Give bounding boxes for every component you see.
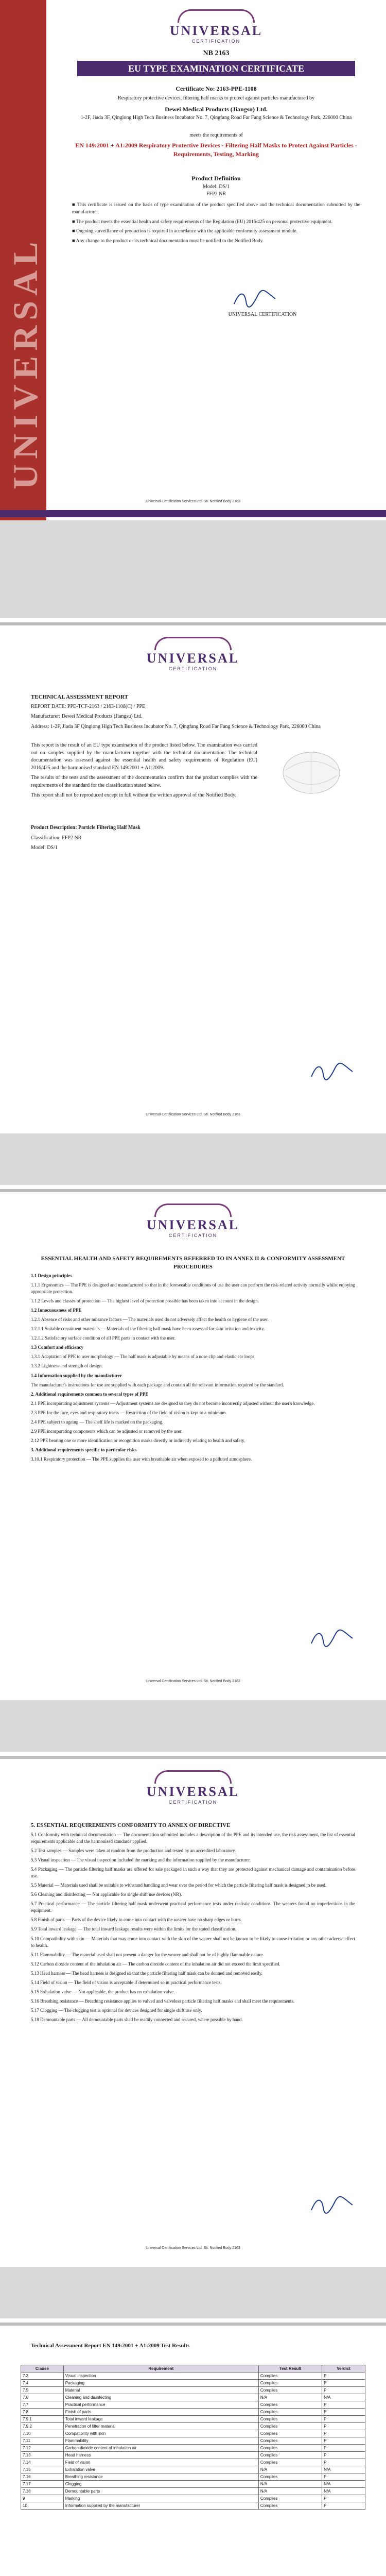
product-class: FFP2 NR (206, 191, 226, 197)
essential-requirements-heading: ESSENTIAL HEALTH AND SAFETY REQUIREMENTS REFERRED TO IN ANNEX II & CONFORMITY ASSESSMENT PROCEDURES (41, 1256, 345, 1270)
brand-logo (46, 9, 386, 44)
report-number: REPORT DATE: PPE-TCF-2163 / 2163-1108(C) / PPE (31, 703, 146, 709)
certificate-number: Certificate No: 2163-PPE-1108 (176, 85, 257, 92)
page-top-edge (0, 2323, 386, 2326)
brand-subtitle: CERTIFICATION (168, 666, 218, 671)
table-header: Verdict (322, 2365, 365, 2372)
table-header: Test Result (258, 2365, 322, 2372)
page-top-edge (0, 1756, 386, 1759)
table-header: Requirement (63, 2365, 258, 2372)
technical-report-page-1 (0, 618, 386, 1133)
table-row: 10 Information supplied by the manufacturer Complies P (21, 2502, 365, 2510)
section-heading (31, 1252, 355, 1273)
brand-subtitle: CERTIFICATION (168, 1800, 218, 1805)
report-address: Address: 1-2F, Jiada 3F Qinglong High Tech Business Incubator No. 7, Qingfang Road Far Fang Science & Technology Park, 226000 China (31, 723, 321, 730)
page-top-edge (0, 1189, 386, 1192)
table-row: 7.12 Carbon dioxide content of inhalation air Complies P (21, 2445, 365, 2452)
cover-footer-text: Universal Certification Services Ltd. Sti. Notified Body 2163 (146, 500, 240, 503)
meets-requirements-text: meets the requirements of (189, 132, 243, 138)
table-row: 7.9.2 Penetration of filter material Complies P (21, 2423, 365, 2430)
conformity-body: 5. ESSENTIAL REQUIREMENTS CONFORMITY TO ANNEX OF DIRECTIVE 5.1 Conformity with technical documentation — The documentation submitted includes a description of the PPE and its intended use, the risk assessment, the list of essential requirements applicable and the harmonised standards applied. 5.2 Test samples — Samples were taken at random from the production and tested by an accredited laboratory. 5.3 Visual inspection — The visual inspection included the marking and the information supplied by the manufacturer. 5.4 Packaging — The particle filtering half masks are offered for sale packaged in such a way that they are protected against mechanical damage and contamination before use. 5.5 Material — Materials used shall be suitable to withstand handling and wear over the period for which the particle filtering half mask is designed to be used. 5.6 Cleaning and disinfecting — Not applicable for single shift use devices (NR). 5.7 Practical performance — The particle filtering half mask underwent practical performance tests under realistic conditions. The wearers found no imperfections in the equipment. 5.8 Finish of parts — Parts of the device likely to come into contact with the wearer have no sharp edges or burrs. 5.9 Total inward leakage — The total inward leakage results were within the limits for the stated classification. 5.10 Compatibility with skin — Materials that may come into contact with the skin of the wearer shall not be known to be likely to cause irritation or any other adverse effect to health. 5.11 Flammability — The material used shall not present a danger for the wearer and shall not be of highly flammable nature. 5.12 Carbon dioxide content of the inhalation air — The carbon dioxide content of the inhalation air did not exceed the limit specified. 5.13 Head harness — The head harness is designed so that the particle filtering half mask can be donned and removed easily. 5.14 Field of vision — The field of vision is acceptable if determined so in practical performance tests. 5.15 Exhalation valve — Not applicable, the product has no exhalation valve. 5.16 Breathing resistance — Breathing resistance applies to valved and valveless particle filtering half masks and shall meet the requirements. 5.17 Clogging — The clogging test is optional for devices designed for single shift use only. 5.18 Demountable parts — All demountable parts shall be readily connected and secured, where possible by hand. (31, 1822, 355, 2022)
signature-image (309, 2195, 355, 2215)
page-footer-text: Universal Certification Services Ltd. Sti. Notified Body 2163 (146, 1680, 240, 1683)
technical-report-page-3 (0, 1752, 386, 2267)
brand-subtitle: CERTIFICATION (191, 39, 241, 44)
brand-logo (0, 637, 386, 671)
cover-body-text: ■ This certificate is issued on the basis of type examination of the product specified above and the technical documentation submitted by the manufacturer. ■ The product meets the essential health and safety requirements of the Regulation (EU) 2016/425 on personal protective equipment. ■ Ongoing surveillance of production is required in accordance with the applicable conformity assessment module. ■ Any change to the product or its technical documentation must be notified to the Notified Body. (72, 202, 360, 244)
signature-image (232, 289, 278, 309)
test-results-table (21, 2365, 365, 2510)
brand-name: UNIVERSAL (146, 1217, 240, 1232)
table-row: 7.18 Demountable parts N/A N/A (21, 2488, 365, 2495)
product-photo (278, 742, 345, 799)
table-header: Clause (21, 2365, 64, 2372)
certificate-cover-page (0, 0, 386, 520)
signature-image (309, 1628, 355, 1649)
product-classification: Classification: FFP2 NR (31, 835, 82, 841)
table-row: 7.11 Flammability Complies P (21, 2437, 365, 2445)
conformity-heading: 5. ESSENTIAL REQUIREMENTS CONFORMITY TO ANNEX OF DIRECTIVE (31, 1822, 231, 1828)
table-row: 7.4 Packaging Complies P (21, 2380, 365, 2387)
report-body-text: This report is the result of an EU type examination of the product listed below. The examination was carried out on samples supplied by the manufacturer together with the technical documentation. The technical documentation was assessed against the essential health and safety requirements of Regulation (EU) 2016/425 and the harmonised standard EN 149:2001 + A1:2009. The results of the tests and the assessment of the documentation confirm that the product complies with the requirements of the standard for the classification stated below. This report shall not be reproduced except in full without the written approval of the Notified Body. (31, 742, 257, 798)
page-footer-text: Universal Certification Services Ltd. Sti. Notified Body 2163 (146, 2246, 240, 2250)
product-description: Product Description: Particle Filtering Half Mask (31, 825, 141, 831)
brand-name: UNIVERSAL (146, 651, 240, 666)
table-row: 7.6 Cleaning and disinfecting N/A N/A (21, 2394, 365, 2401)
certificate-intro: Respiratory protective devices, filtering half masks to protect against particles manufactured by (117, 95, 315, 101)
side-brand-text: UNIVERSAL (6, 236, 45, 489)
table-row: 9 Marking Complies P (21, 2495, 365, 2502)
manufacturer-name: Dewei Medical Products (Jiangsu) Ltd. (165, 106, 268, 113)
brand-name: UNIVERSAL (169, 23, 263, 38)
table-row: 7.17 Clogging N/A N/A (21, 2481, 365, 2488)
page-top-edge (0, 622, 386, 625)
test-results-intro (31, 2339, 355, 2352)
page-footer-text: Universal Certification Services Ltd. Sti. Notified Body 2163 (146, 1113, 240, 1116)
table-row: 7.8 Finish of parts Complies P (21, 2409, 365, 2416)
certificate-title: EU TYPE EXAMINATION CERTIFICATE (77, 61, 355, 76)
standard-reference: EN 149:2001 + A1:2009 Respiratory Protective Devices - Filtering Half Masks to Protect Against Particles - Requirements, Testing, Marking (75, 142, 357, 158)
test-results-page (0, 2318, 386, 2576)
table-row: 7.9.1 Total inward leakage Complies P (21, 2416, 365, 2423)
requirements-body: 1.1 Design principles 1.1.1 Ergonomics — The PPE is designed and manufactured so that in the foreseeable conditions of use the user can perform the risk-related activity normally whilst enjoying appropriate protection. 1.1.2 Levels and classes of protection — The highest level of protection possible has been taken into account in the design. 1.2 Innocuousness of PPE 1.2.1 Absence of risks and other nuisance factors — The materials used do not adversely affect the health or hygiene of the user. 1.2.1.1 Suitable constituent materials — Materials of the filtering half mask have been assessed for skin irritation and toxicity. 1.2.1.2 Satisfactory surface condition of all PPE parts in contact with the user. 1.3 Comfort and efficiency 1.3.1 Adaptation of PPE to user morphology — The half mask is adjustable by means of a nose clip and elastic ear loops. 1.3.2 Lightness and strength of design. 1.4 Information supplied by the manufacturer The manufacturer's instructions for use are supplied with each package and contain all the relevant information required by the standard. 2. Additional requirements common to several types of PPE 2.1 PPE incorporating adjustment systems — Adjustment systems are designed so they do not become incorrectly adjusted without the user's knowledge. 2.3 PPE for the face, eyes and respiratory tracts — Restriction of the field of vision is kept to a minimum. 2.4 PPE subject to ageing — The shelf life is marked on the packaging. 2.9 PPE incorporating components which can be adjusted or removed by the user. 2.12 PPE bearing one or more identification or recognition marks directly or indirectly relating to health and safety. 3. Additional requirements specific to particular risks 3.10.1 Respiratory protection — The PPE supplies the user with breathable air when exposed to a polluted atmosphere. (31, 1273, 355, 1462)
brand-logo (0, 1204, 386, 1238)
table-row: 7.5 Material Complies P (21, 2387, 365, 2394)
brand-name: UNIVERSAL (146, 1784, 240, 1799)
test-results-heading: Technical Assessment Report EN 149:2001 + A1:2009 Test Results (31, 2343, 190, 2349)
table-row: 7.10 Compatibility with skin Complies P (21, 2430, 365, 2437)
report-manufacturer: Manufacturer: Dewei Medical Products (Jiangsu) Ltd. (31, 714, 143, 720)
table-row: 7.7 Practical performance Complies P (21, 2401, 365, 2409)
table-row: 7.14 Field of vision Complies P (21, 2459, 365, 2466)
report-heading: TECHNICAL ASSESSMENT REPORT (31, 694, 128, 700)
product-model-line: Model: DS/1 (31, 845, 58, 851)
signature-image (309, 1061, 355, 1082)
table-row: 7.13 Head harness Complies P (21, 2452, 365, 2459)
notified-body-number: NB 2163 (203, 49, 230, 57)
manufacturer-address: 1-2F, Jiada 3F, Qinglong High Tech Business Incubator No. 7, Qingfang Road Far Fang Science & Technology Park, 226000 China (80, 115, 352, 121)
table-row: 7.3 Visual inspection Complies P (21, 2372, 365, 2380)
brand-subtitle: CERTIFICATION (168, 1233, 218, 1238)
table-row: 7.15 Exhalation valve N/A N/A (21, 2466, 365, 2473)
table-row: 7.16 Breathing resistance Complies P (21, 2473, 365, 2481)
product-definition-label: Product Definition (191, 175, 241, 182)
brand-logo (0, 1770, 386, 1805)
report-header-block (31, 690, 355, 733)
cover-footer-bar (0, 510, 386, 517)
signatory-name: UNIVERSAL CERTIFICATION (228, 312, 297, 317)
technical-report-page-2 (0, 1185, 386, 1700)
product-model: Model: DS/1 (203, 184, 230, 190)
product-details (31, 824, 355, 855)
